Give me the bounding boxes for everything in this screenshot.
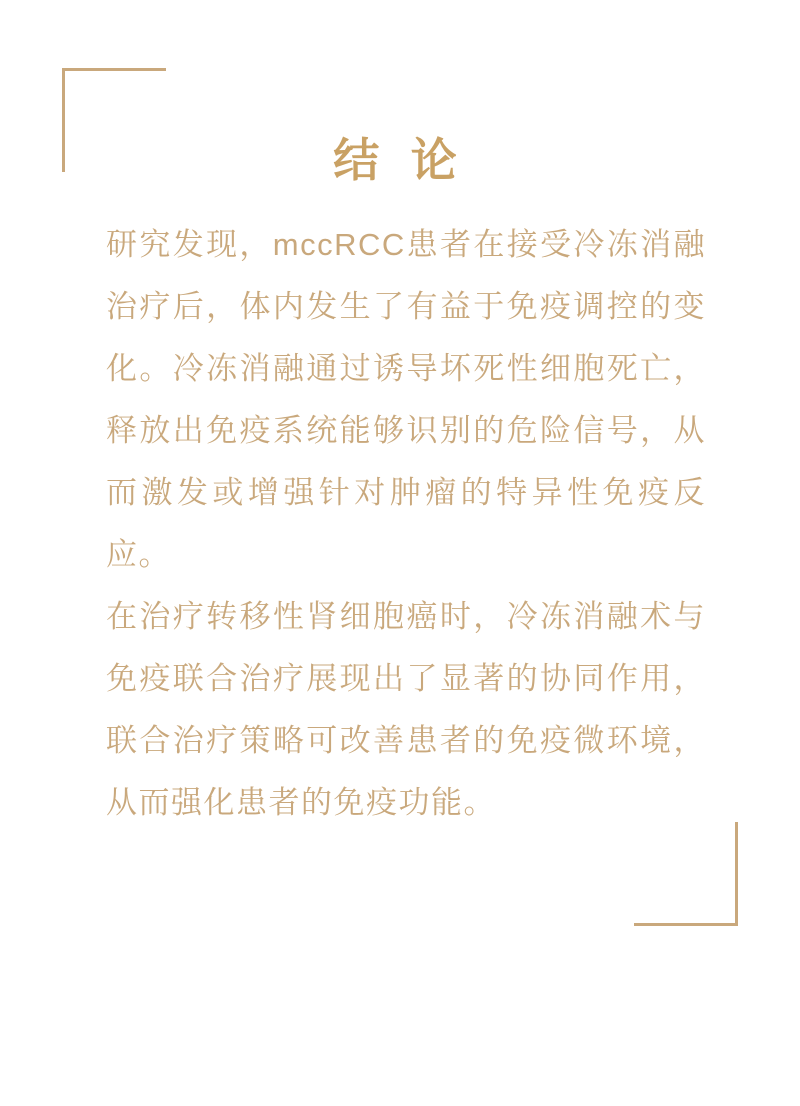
corner-bracket-bottom-right-icon [634, 822, 738, 926]
paragraph: 研究发现，mccRCC患者在接受冷冻消融治疗后，体内发生了有益于免疫调控的变化。冷冻消融通过诱导坏死性细胞死亡，释放出免疫系统能够识别的危险信号，从而激发或增强针对肿瘤的特异性免疫反应。 [106, 227, 706, 572]
paragraph: 在治疗转移性肾细胞癌时，冷冻消融术与免疫联合治疗展现出了显著的协同作用，联合治疗策略可改善患者的免疫微环境，从而强化患者的免疫功能。 [106, 599, 706, 820]
body-text [106, 214, 706, 834]
page-title: 结 论 [333, 135, 467, 186]
